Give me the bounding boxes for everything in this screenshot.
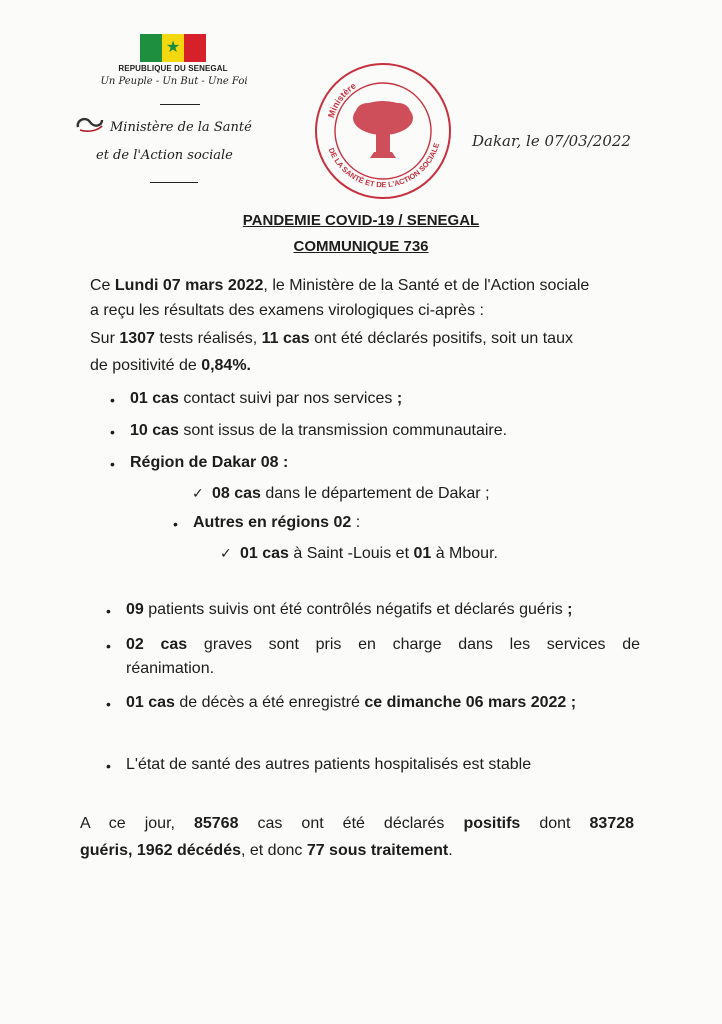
- tests-count: 1307: [119, 330, 155, 347]
- text: Sur: [90, 330, 120, 347]
- other-regions: Autres en régions 02: [193, 514, 352, 531]
- text: dont: [520, 815, 590, 832]
- text: à Saint -Louis et: [288, 545, 414, 562]
- recovered-count: 09: [126, 601, 144, 618]
- list-item-saint-louis-mbour: [240, 545, 498, 563]
- intro-line-2: a reçu les résultats des examens virologiques ci-après :: [90, 302, 484, 319]
- report-date: Lundi 07 mars 2022: [114, 277, 264, 294]
- list-item-recovered: [126, 601, 572, 619]
- text: sont issus de la transmission communautaire.: [178, 422, 508, 439]
- bullet-icon: •: [110, 456, 115, 472]
- severe-cases: 02 cas: [126, 636, 188, 653]
- bullet-icon: •: [106, 603, 111, 619]
- text: de positivité de: [90, 357, 202, 374]
- page-title: PANDEMIE COVID-19 / SENEGAL: [242, 212, 480, 229]
- text: :: [351, 514, 361, 531]
- checkmark-icon: ✓: [220, 545, 232, 561]
- list-item-dakar-region: [130, 454, 288, 472]
- bullet-icon: •: [110, 392, 115, 408]
- saint-louis-cases: 01 cas: [240, 545, 289, 562]
- text: patients suivis ont été contrôlés négatifs et déclarés guéris: [143, 601, 568, 618]
- list-item-severe: [126, 636, 640, 654]
- dakar-department-cases: 08 cas: [212, 485, 261, 502]
- header-divider-bottom: [150, 182, 198, 183]
- baobab-tree-icon: [353, 101, 413, 158]
- text: tests réalisés,: [154, 330, 262, 347]
- bullet-icon: •: [106, 638, 111, 654]
- flag-band-green: [140, 34, 162, 62]
- list-item-contact: [130, 390, 402, 408]
- text: cas ont été déclarés: [238, 815, 464, 832]
- list-item-community: [130, 422, 507, 440]
- republic-label: REPUBLIQUE DU SENEGAL: [118, 64, 228, 73]
- bullet-icon: •: [106, 696, 111, 712]
- death-count: 01 cas: [126, 694, 175, 711]
- text: ont été déclarés positifs, soit un taux: [309, 330, 573, 347]
- list-item-stable: L'état de santé des autres patients hospitalisés est stable: [126, 756, 532, 773]
- star-icon: ★: [165, 39, 181, 56]
- text: de décès a été enregistré: [174, 694, 365, 711]
- death-date: ce dimanche 06 mars 2022 ;: [364, 694, 577, 711]
- communique-number: COMMUNIQUE 736: [293, 238, 429, 255]
- ministry-logo-icon: [74, 112, 106, 134]
- stamp-text-bottom: DE LA SANTÉ ET DE L'ACTION SOCIALE: [326, 141, 442, 190]
- list-item-other-regions: [193, 514, 360, 532]
- senegal-flag-icon: [140, 34, 206, 62]
- checkmark-icon: ✓: [192, 485, 204, 501]
- text: .: [448, 842, 453, 859]
- bullet-icon: •: [173, 516, 178, 532]
- text: à Mbour.: [431, 545, 498, 562]
- list-item-dakar-department: [212, 485, 490, 503]
- official-stamp: [312, 60, 454, 202]
- totals-line-1: [80, 815, 634, 833]
- ministry-name-line2: et de l'Action sociale: [96, 148, 233, 163]
- bullet-icon: •: [106, 758, 111, 774]
- community-cases: 10 cas: [130, 422, 179, 439]
- national-motto: Un Peuple - Un But - Une Foi: [100, 76, 248, 87]
- stamp-text-top: Ministère: [325, 80, 358, 119]
- text: graves sont pris en charge dans les services de: [187, 636, 640, 653]
- header-divider-top: [160, 104, 200, 105]
- ministry-name-line1: Ministère de la Santé: [110, 120, 252, 135]
- text: , le Ministère de la Santé et de l'Action sociale: [263, 277, 590, 294]
- bullet-icon: •: [110, 424, 115, 440]
- text: positifs: [463, 815, 521, 832]
- text: , et donc: [240, 842, 307, 859]
- text: contact suivi par nos services: [178, 390, 397, 407]
- intro-line-3: [90, 330, 573, 348]
- intro-line-1: [90, 277, 589, 295]
- totals-line-2: [80, 842, 453, 860]
- contact-cases: 01 cas: [130, 390, 179, 407]
- document-date: Dakar, le 07/03/2022: [472, 132, 631, 150]
- dakar-region: Région de Dakar 08 :: [130, 454, 289, 471]
- text: dans le département de Dakar ;: [260, 485, 490, 502]
- list-item-severe-cont: réanimation.: [126, 660, 215, 677]
- flag-band-yellow: [162, 34, 184, 62]
- under-treatment: 77 sous traitement: [306, 842, 449, 859]
- list-item-death: [126, 694, 576, 712]
- positivity-rate: 0,84%.: [201, 357, 251, 374]
- text: A ce jour,: [80, 815, 194, 832]
- mbour-cases: 01: [413, 545, 432, 562]
- text: ;: [567, 601, 573, 618]
- positive-cases: 11 cas: [261, 330, 310, 347]
- flag-band-red: [184, 34, 206, 62]
- intro-line-4: [90, 357, 251, 375]
- total-recovered: 83728: [589, 815, 635, 832]
- total-cases: 85768: [193, 815, 239, 832]
- total-deaths: guéris, 1962 décédés: [80, 842, 241, 859]
- text: Ce: [90, 277, 115, 294]
- text: ;: [396, 390, 403, 407]
